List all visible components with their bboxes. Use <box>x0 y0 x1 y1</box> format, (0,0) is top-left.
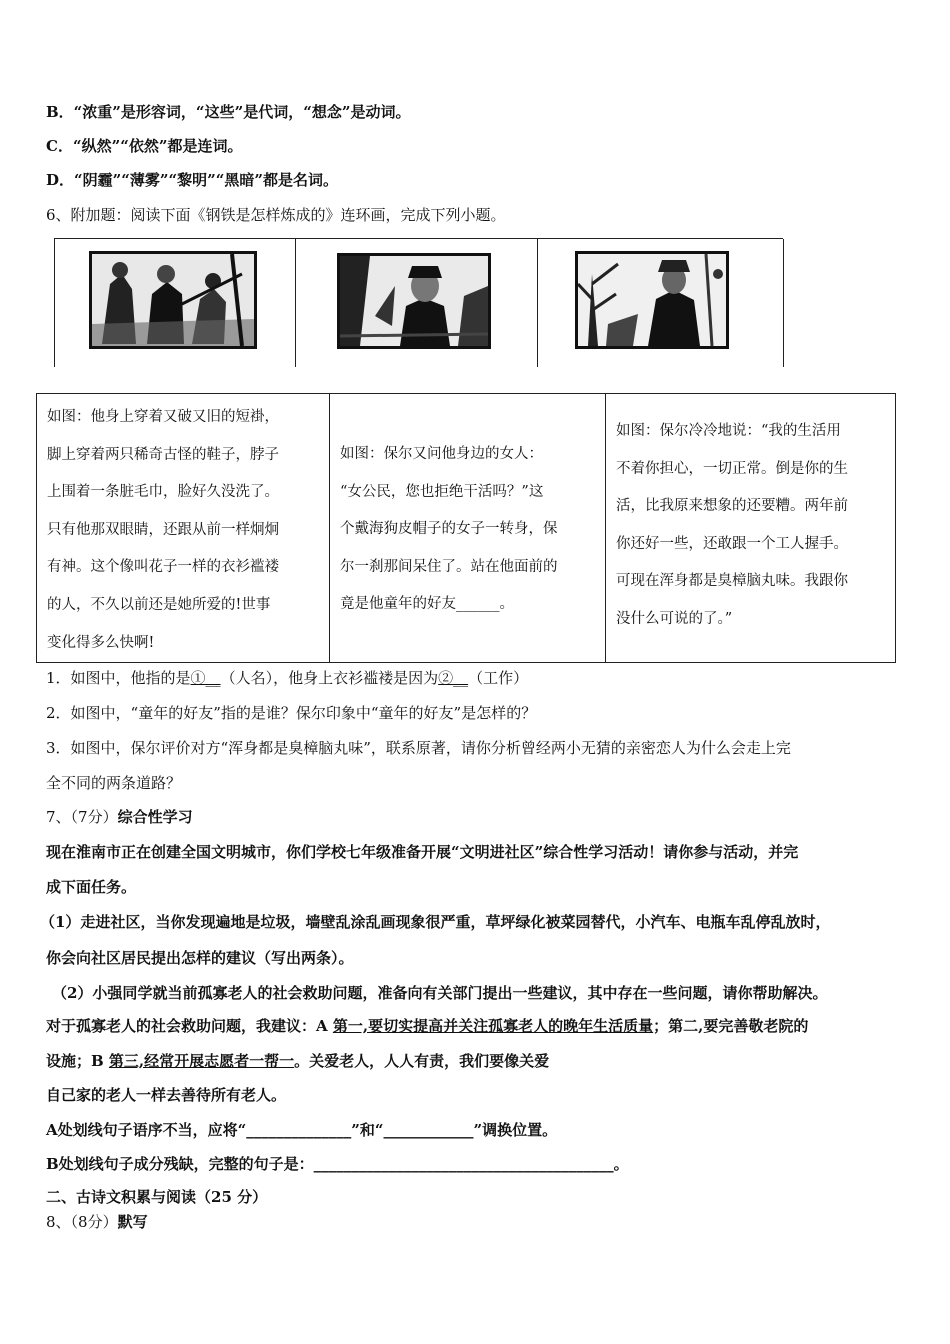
q7-task2-line2 <box>46 1016 808 1036</box>
q7-intro-line2: 成下面任务。 <box>46 878 137 896</box>
q7-title: 综合性学习 <box>117 808 193 826</box>
sub1-blank-1: ①__ <box>190 669 221 687</box>
cell-3-line: 不着你担心，一切正常。倒是你的生 <box>616 460 848 477</box>
q7-task2-line4: 自己家的老人一样去善待所有老人。 <box>46 1086 287 1104</box>
comic-image-1 <box>89 251 257 349</box>
cell-1-line: 如图：他身上穿着又破又旧的短褂， <box>47 409 279 425</box>
sub1-mid: （人名），他身上衣衫褴褛是因为 <box>220 669 439 687</box>
q8-title: 默写 <box>117 1213 148 1231</box>
text-cell-2 <box>329 394 605 662</box>
task2-line2-pre: 对于孤寡老人的社会救助问题，我建议：A <box>46 1017 333 1035</box>
comic-panel-2 <box>295 239 538 367</box>
cell-3-line: 活，比我原来想象的还要糟。两年前 <box>616 498 848 515</box>
cell-1-line: 有神。这个像叫花子一样的衣衫褴褛 <box>47 559 279 576</box>
cell-1-line: 上围着一条脏毛巾，脸好久没洗了。 <box>47 484 279 501</box>
q7-task2-line1: （2）小强同学就当前孤寡老人的社会救助问题，准备向有关部门提出一些建议，其中存在一些问题，请你帮助解决。 <box>52 984 828 1002</box>
cell-3-line: 如图：保尔冷冷地说：“我的生活用 <box>616 423 841 439</box>
cell-2-line: “女公民，您也拒绝干活吗？”这 <box>340 483 544 500</box>
sub1-blank-2: ②__ <box>438 669 469 687</box>
sub1-prefix: 1．如图中，他指的是 <box>46 669 191 687</box>
text-cell-3 <box>605 394 895 662</box>
cell-3-line: 可现在浑身都是臭樟脑丸味。我跟你 <box>616 573 848 590</box>
comic-image-3 <box>575 251 729 349</box>
cell-2-line: 如图：保尔又问他身边的女人： <box>340 446 543 462</box>
q7-number: 7、（7分） <box>46 808 118 826</box>
q6-sub3-line2: 全不同的两条道路？ <box>46 774 182 792</box>
comic-panel-3 <box>537 239 784 367</box>
option-c: C．“纵然”“依然”都是连词。 <box>46 137 243 155</box>
q7-task1-line2: 你会向社区居民提出怎样的建议（写出两条）。 <box>46 949 354 967</box>
cell-2-line: 竟是他童年的好友______。 <box>340 596 514 613</box>
q7-a-question: A处划线句子语序不当，应将“______________”和“____________”调换位置。 <box>46 1121 558 1139</box>
q7-task2-line3 <box>46 1051 549 1071</box>
comic-image-2 <box>337 253 491 349</box>
q8-number: 8、（8分） <box>46 1213 118 1231</box>
q7-task1-line1: （1）走进社区，当你发现遍地是垃圾，墙壁乱涂乱画现象很严重，草坪绿化被菜园替代，小汽车、电瓶车乱停乱放时， <box>40 913 831 931</box>
comic-text-table <box>36 393 896 663</box>
option-b: B．“浓重”是形容词，“这些”是代词，“想念”是动词。 <box>46 103 411 121</box>
sentence-a-underlined: 第一,要切实提高并关注孤寡老人的晚年生活质量 <box>332 1017 654 1035</box>
q7-b-question: B处划线句子成分残缺，完整的句子是：________________________________________。 <box>46 1155 629 1173</box>
cell-1-line: 脚上穿着两只稀奇古怪的鞋子，脖子 <box>47 446 279 463</box>
cell-1-line: 只有他那双眼睛，还跟从前一样炯炯 <box>47 521 279 538</box>
comic-panel-1 <box>55 239 296 367</box>
task2-line3-post: 。关爱老人，人人有责，我们要像关爱 <box>294 1052 550 1070</box>
q7-intro-line1: 现在淮南市正在创建全国文明城市，你们学校七年级准备开展“文明进社区”综合性学习活动！请你参与活动，并完 <box>46 843 799 861</box>
q6-sub1 <box>46 668 528 688</box>
q8-heading <box>46 1212 148 1232</box>
task2-line2-post: ；第二,要完善敬老院的 <box>653 1017 809 1035</box>
q6-title: 6、附加题：阅读下面《钢铁是怎样炼成的》连环画，完成下列小题。 <box>46 206 506 224</box>
cell-3-line: 没什么可说的了。” <box>616 610 733 627</box>
task2-line3-pre: 设施；B <box>46 1052 109 1070</box>
q7-heading <box>46 807 193 827</box>
cell-2-line: 尔一刹那间呆住了。站在他面前的 <box>340 558 558 575</box>
sub1-suffix: （工作） <box>468 669 529 687</box>
cell-1-line: 的人，不久以前还是她所爱的!世事 <box>47 596 271 613</box>
q6-sub3-line1: 3．如图中，保尔评价对方“浑身都是臭樟脑丸味”，联系原著，请你分析曾经两小无猜的亲密恋人为什么会走上完 <box>46 739 791 757</box>
text-cell-1 <box>37 394 329 662</box>
section-2-heading: 二、古诗文积累与阅读（25 分） <box>46 1188 268 1206</box>
cell-2-line: 个戴海狗皮帽子的女子一转身，保 <box>340 521 558 538</box>
cell-1-line: 变化得多么快啊! <box>47 634 155 651</box>
sentence-b-underlined: 第三,经常开展志愿者一帮一 <box>108 1052 295 1070</box>
option-d: D．“阴霾”“薄雾”“黎明”“黑暗”都是名词。 <box>46 171 339 189</box>
cell-3-line: 你还好一些，还敢跟一个工人握手。 <box>616 535 848 552</box>
comic-strip <box>54 238 783 367</box>
q6-sub2: 2．如图中，“童年的好友”指的是谁？保尔印象中“童年的好友”是怎样的？ <box>46 704 537 722</box>
